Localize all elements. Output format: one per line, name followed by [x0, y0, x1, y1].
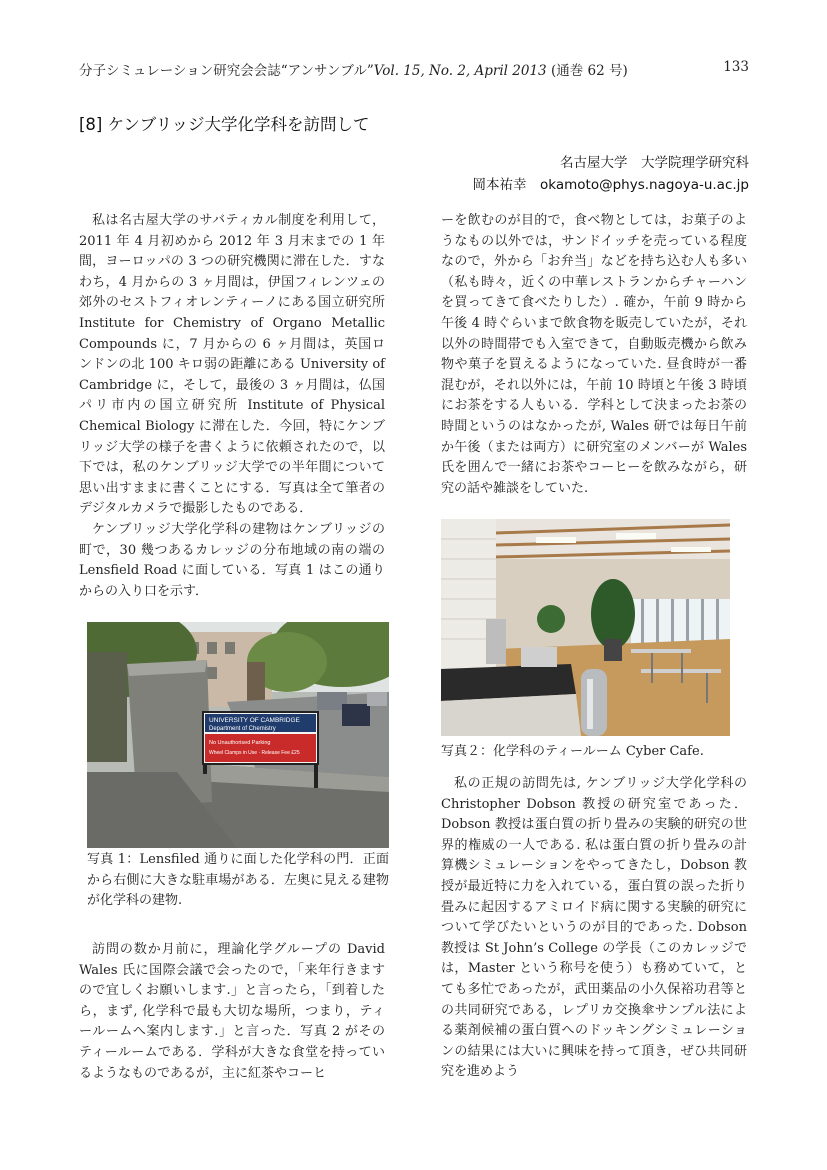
paragraph: 私の正規の訪問先は, ケンブリッジ大学化学科の Christopher Dobson 教授の研究室であった．Dobson 教授は蛋白質の折り畳みの実験的研究の世界的権威の一人である. 私は蛋白質の折り畳みの計算機シミュレーションをやってきたし，Dobson 教授が最近特に力を入れている，蛋白質の誤った折り畳みに起因するアミロイド病に関する実験的研究について学びたいというのが目的であった. Dobson 教授は St John’s College の学長（このカレッジでは，Master という称号を使う）も務めていて，とても多忙であったが，武田薬品の小久保裕功君等との共同研究である，レプリカ交換傘サンプル法による薬剤候補の蛋白質へのドッキングシミュレーションの結果には大いに興味を持って頂き，ぜひ共同研究を進めよう: [441, 776, 747, 1080]
author-block: [473, 152, 749, 196]
photo2-caption: 写真２：化学科のティールーム Cyber Cafe.: [441, 744, 704, 759]
paragraph: 訪問の数か月前に，理論化学グループの David Wales 氏に国際会議で会ったので，「来年行きますので宜しくお願いします.」と言ったら，「到着したら，まず, 化学科で最も大切な場所，つまり，ティールームへ案内します.」と言った．写真 2 がそのティールームである．学科が大きな食堂を持っているようなものであるが，主に紅茶やコーヒ: [79, 942, 385, 1081]
author-line: 岡本祐幸 okamoto@phys.nagoya-u.ac.jp: [472, 177, 749, 193]
sign-text-3: No Unauthorised Parking: [209, 740, 271, 746]
journal-name: 分子シミュレーション研究会会誌“アンサンブル”: [79, 63, 374, 79]
paragraph: ーを飲むのが目的で，食べ物としては，お菓子のようなもの以外では，サンドイッチを売っている程度なので，外から「お弁当」などを持ち込む人も多い（私も時々，近くの中華レストランからチャーハンを買ってきて食べたりした）. 確か，午前 9 時から午後 4 時ぐらいまで飲食物を販売していたが，それ以外の時間帯でも入室できて，自動販売機から飲み物や菓子を買えるようになっていた. 昼食時が一番混むが，それ以外には，午前 10 時頃と午後 3 時頃にお茶をする人もいる．学科として決まったお茶の時間というのはなかったが, Wales 研では毎日午前か午後（または両方）に研究室のメンバーが Wales 氏を囲んで一緒にお茶やコーヒーを飲みながら，研究の話や雑談をしていた.: [441, 213, 747, 496]
running-header: [79, 59, 749, 79]
issue-info: (通巻 62 号): [550, 63, 628, 79]
volume-info: Vol. 15, No. 2, April 2013: [373, 63, 547, 79]
entrance-photo-illustration: [87, 622, 389, 848]
sign-text-1: UNIVERSITY OF CAMBRIDGE: [209, 717, 300, 724]
sign-text-2: Department of Chemistry: [209, 726, 276, 732]
photo-entrance: [87, 622, 389, 848]
tea-room-photo-illustration: [441, 519, 730, 736]
left-column-bottom: [79, 940, 385, 1084]
photo-tea-room: [441, 519, 730, 736]
affiliation: 名古屋大学 大学院理学研究科: [560, 155, 749, 171]
right-column-top: [441, 211, 747, 499]
article-title: [8] ケンブリッジ大学化学科を訪問して: [79, 115, 370, 134]
sign-text-4: Wheel Clamps in Use · Release Fee £25: [209, 750, 300, 756]
paragraph: 私は名古屋大学のサバティカル制度を利用して，2011 年 4 月初めから 2012 年 3 月末までの 1 年間，ヨーロッパの 3 つの研究機関に滞在した．すなわち，4 月からの 3 ヶ月間は，伊国フィレンツェの郊外のセストフィオレンティーノにある国立研究所 Institute for Chemistry of Organo Metallic Compounds に，7 月からの 6 ヶ月間は，英国ロンドンの北 100 キロ弱の距離にある University of Cambridge に，そして，最後の 3 ヶ月間は，仏国パリ市内の国立研究所 Institute of Physical Chemical Biology に滞在した．今回，特にケンブリッジ大学の様子を書くように依頼されたので，以下では，私のケンブリッジ大学での半年間について思い出すままに書くことにする．写真は全て筆者のデジタルカメラで撮影したものである．: [79, 213, 385, 517]
page-number: 133: [723, 59, 749, 75]
photo1-caption: 写真 1：Lensfiled 通りに面した化学科の門．正面から右側に大きな駐車場がある．左奥に見える建物が化学科の建物.: [87, 852, 389, 909]
right-column-bottom: [441, 774, 747, 1083]
left-column-top: [79, 211, 385, 602]
paragraph: ケンブリッジ大学化学科の建物はケンブリッジの町で，30 幾つあるカレッジの分布地域の南の端の Lensfield Road に面している．写真 1 はこの通りからの入り口を示す．: [79, 521, 385, 599]
